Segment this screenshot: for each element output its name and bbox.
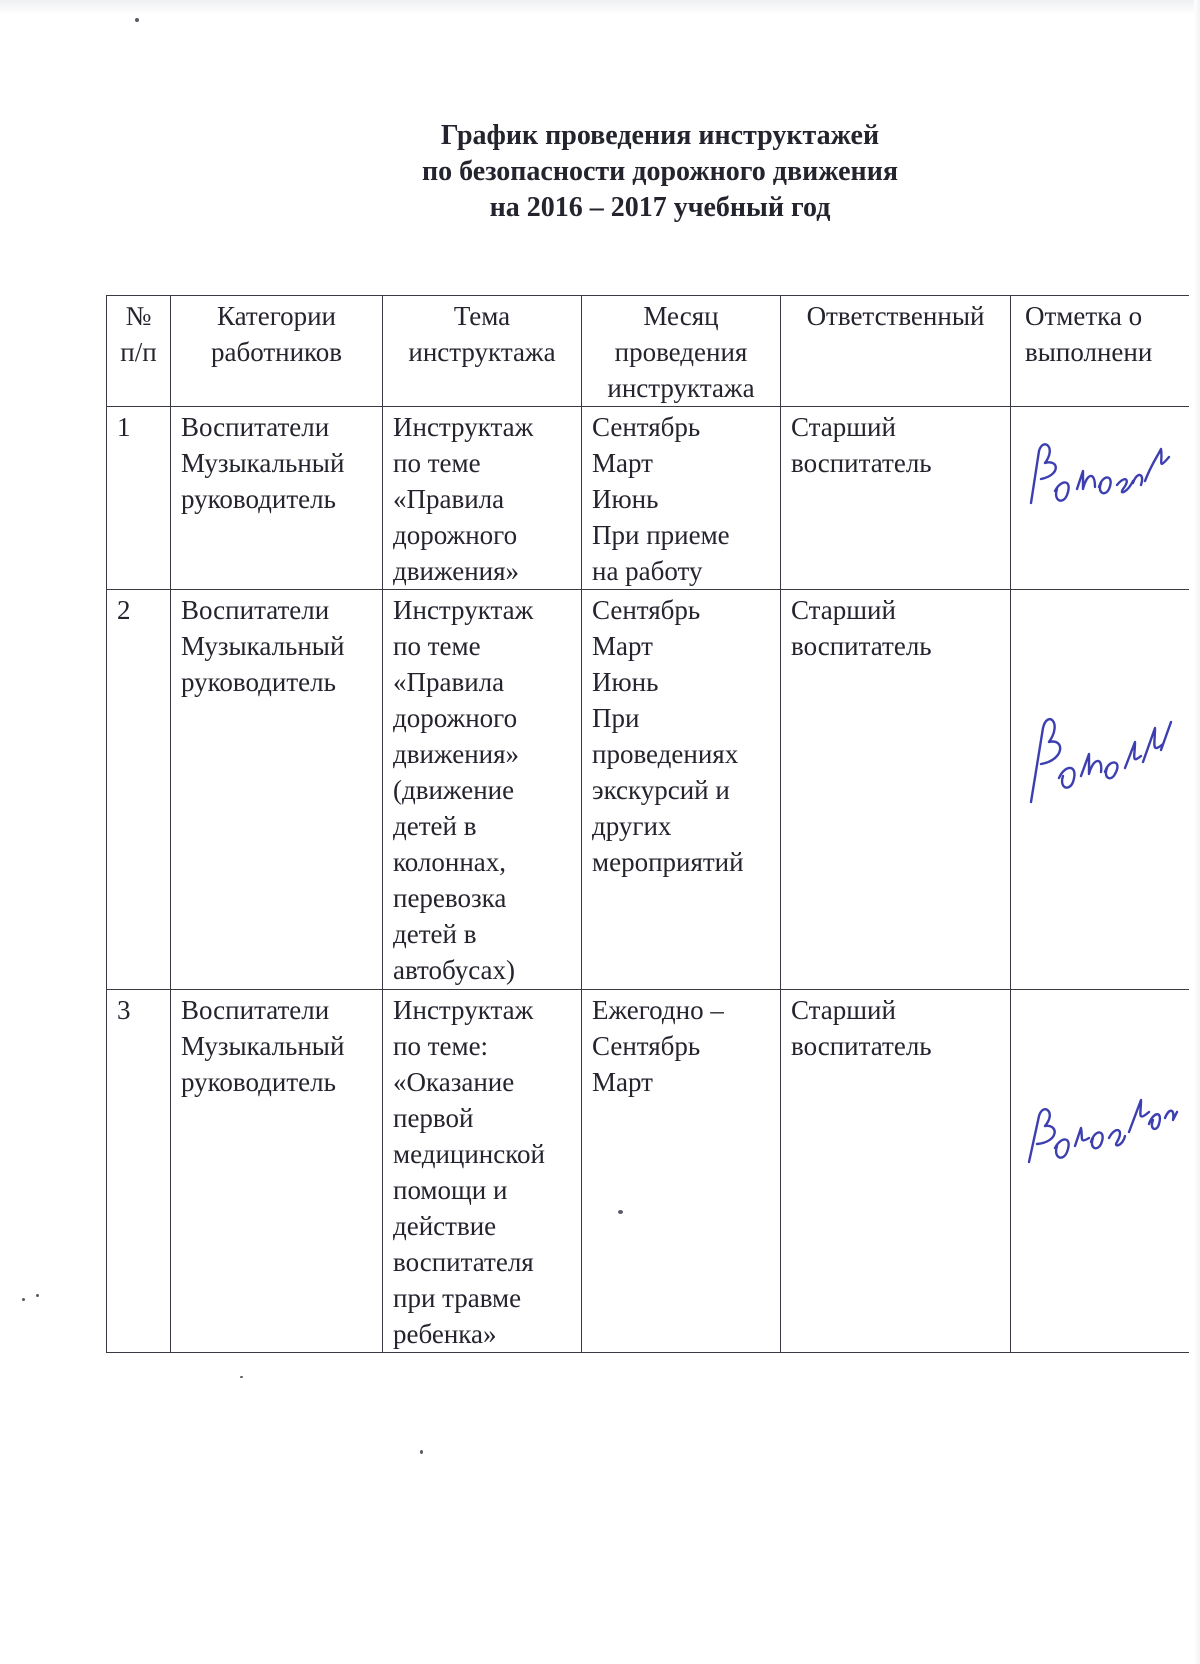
handwritten-mark-graphic: [1021, 1062, 1181, 1172]
scan-speck: [135, 18, 139, 22]
cell-text-line: первой: [393, 1103, 474, 1133]
table-row: [107, 590, 1190, 990]
header-cell-mark: [1011, 296, 1190, 407]
cell-text-line: №: [125, 301, 152, 331]
table-header-row: [107, 296, 1190, 407]
cell-text-line: Музыкальный: [181, 1031, 345, 1061]
cell-text-line: Инструктаж: [393, 412, 534, 442]
table-row: [107, 990, 1190, 1353]
row-number-cell: 2: [107, 590, 171, 990]
cell-text-line: при травме: [393, 1283, 522, 1313]
row-responsible-cell: [781, 407, 1011, 590]
row-topic-cell: [383, 407, 582, 590]
header-cell-responsible: [781, 296, 1011, 407]
cell-text-line: автобусах): [393, 955, 516, 985]
row-category-cell: [171, 990, 383, 1353]
cell-text-line: воспитатель: [791, 1031, 932, 1061]
cell-text-line: При: [592, 703, 640, 733]
cell-text-line: движения»: [393, 739, 520, 769]
cell-text-line: руководитель: [181, 667, 336, 697]
header-cell-topic: [383, 296, 582, 407]
cell-text-line: ребенка»: [393, 1319, 497, 1349]
scan-speck: [22, 1298, 25, 1301]
cell-text-line: Тема: [453, 301, 511, 331]
cell-text-line: колоннах,: [393, 847, 506, 877]
cell-text-line: Март: [592, 1067, 653, 1097]
handwritten-mark-graphic: [1021, 429, 1181, 509]
handwritten-mark: [1021, 429, 1181, 509]
scan-speck: [618, 1210, 623, 1214]
cell-text-line: инструктажа: [408, 337, 556, 367]
cell-text-line: руководитель: [181, 484, 336, 514]
cell-text-line: Инструктаж: [393, 595, 534, 625]
row-topic-cell: [383, 990, 582, 1353]
cell-text-line: Сентябрь: [592, 1031, 701, 1061]
cell-text-line: Старший: [791, 995, 896, 1025]
cell-text-line: Воспитатели: [181, 995, 330, 1025]
header-cell-category: [171, 296, 383, 407]
cell-text-line: дорожного: [393, 703, 518, 733]
cell-text-line: перевозка: [393, 883, 507, 913]
cell-text-line: выполнени: [1025, 337, 1153, 367]
scan-speck: [240, 1376, 243, 1378]
cell-text-line: Инструктаж: [393, 995, 534, 1025]
cell-text-line: инструктажа: [607, 373, 755, 403]
scan-speck: [420, 1450, 423, 1454]
row-number-cell: 1: [107, 407, 171, 590]
cell-text-line: Воспитатели: [181, 595, 330, 625]
cell-text-line: Ежегодно –: [592, 995, 724, 1025]
cell-text-line: Сентябрь: [592, 595, 701, 625]
cell-text-line: Старший: [791, 412, 896, 442]
cell-text-line: детей в: [393, 811, 477, 841]
row-topic-cell: [383, 590, 582, 990]
handwritten-mark: [1021, 698, 1181, 808]
cell-text-line: Музыкальный: [181, 631, 345, 661]
handwritten-mark: [1021, 1062, 1181, 1172]
cell-text-line: Старший: [791, 595, 896, 625]
cell-text-line: воспитателя: [393, 1247, 534, 1277]
row-responsible-cell: [781, 590, 1011, 990]
title-line-3: на 2016 – 2017 учебный год: [489, 192, 831, 223]
cell-text-line: экскурсий и: [592, 775, 730, 805]
cell-text-line: п/п: [120, 337, 157, 367]
cell-text-line: Июнь: [592, 484, 659, 514]
cell-text-line: «Оказание: [393, 1067, 515, 1097]
cell-text-line: Отметка о: [1025, 301, 1143, 331]
cell-text-line: на работу: [592, 556, 703, 586]
cell-text-line: воспитатель: [791, 631, 932, 661]
header-cell-month: [582, 296, 781, 407]
cell-text-line: по теме: [393, 631, 481, 661]
cell-text-line: движения»: [393, 556, 520, 586]
cell-text-line: медицинской: [393, 1139, 545, 1169]
cell-text-line: по теме: [393, 448, 481, 478]
cell-text-line: Музыкальный: [181, 448, 345, 478]
schedule-table: [106, 295, 1189, 1353]
table-row: [107, 407, 1190, 590]
row-month-cell: [582, 407, 781, 590]
scan-edge-right: [1194, 0, 1200, 1664]
cell-text-line: Июнь: [592, 667, 659, 697]
document-title: [0, 118, 1200, 226]
row-mark-cell: [1011, 990, 1190, 1353]
cell-text-line: детей в: [393, 919, 477, 949]
cell-text-line: Воспитатели: [181, 412, 330, 442]
row-mark-cell: [1011, 590, 1190, 990]
cell-text-line: При приеме: [592, 520, 730, 550]
cell-text-line: действие: [393, 1211, 497, 1241]
row-responsible-cell: [781, 990, 1011, 1353]
cell-text-line: помощи и: [393, 1175, 508, 1205]
title-line-2: по безопасности дорожного движения: [422, 156, 898, 187]
cell-text-line: Март: [592, 631, 653, 661]
cell-text-line: Месяц: [643, 301, 719, 331]
cell-text-line: проведениях: [592, 739, 739, 769]
cell-text-line: «Правила: [393, 667, 505, 697]
cell-text-line: Март: [592, 448, 653, 478]
row-month-cell: [582, 590, 781, 990]
cell-text-line: других: [592, 811, 672, 841]
scan-speck: [36, 1294, 39, 1297]
cell-text-line: воспитатель: [791, 448, 932, 478]
cell-text-line: (движение: [393, 775, 515, 805]
cell-text-line: дорожного: [393, 520, 518, 550]
cell-text-line: Ответственный: [806, 301, 985, 331]
cell-text-line: работников: [210, 337, 343, 367]
cell-text-line: Категории: [216, 301, 337, 331]
cell-text-line: «Правила: [393, 484, 505, 514]
cell-text-line: Сентябрь: [592, 412, 701, 442]
cell-text-line: проведения: [614, 337, 748, 367]
row-month-cell: [582, 990, 781, 1353]
handwritten-mark-graphic: [1021, 698, 1181, 808]
cell-text-line: по теме:: [393, 1031, 489, 1061]
cell-text-line: руководитель: [181, 1067, 336, 1097]
row-mark-cell: [1011, 407, 1190, 590]
header-cell-number: [107, 296, 171, 407]
row-category-cell: [171, 590, 383, 990]
row-category-cell: [171, 407, 383, 590]
scan-edge-top: [0, 0, 1200, 14]
title-line-1: График проведения инструктажей: [440, 120, 880, 151]
row-number-cell: 3: [107, 990, 171, 1353]
cell-text-line: мероприятий: [592, 847, 744, 877]
